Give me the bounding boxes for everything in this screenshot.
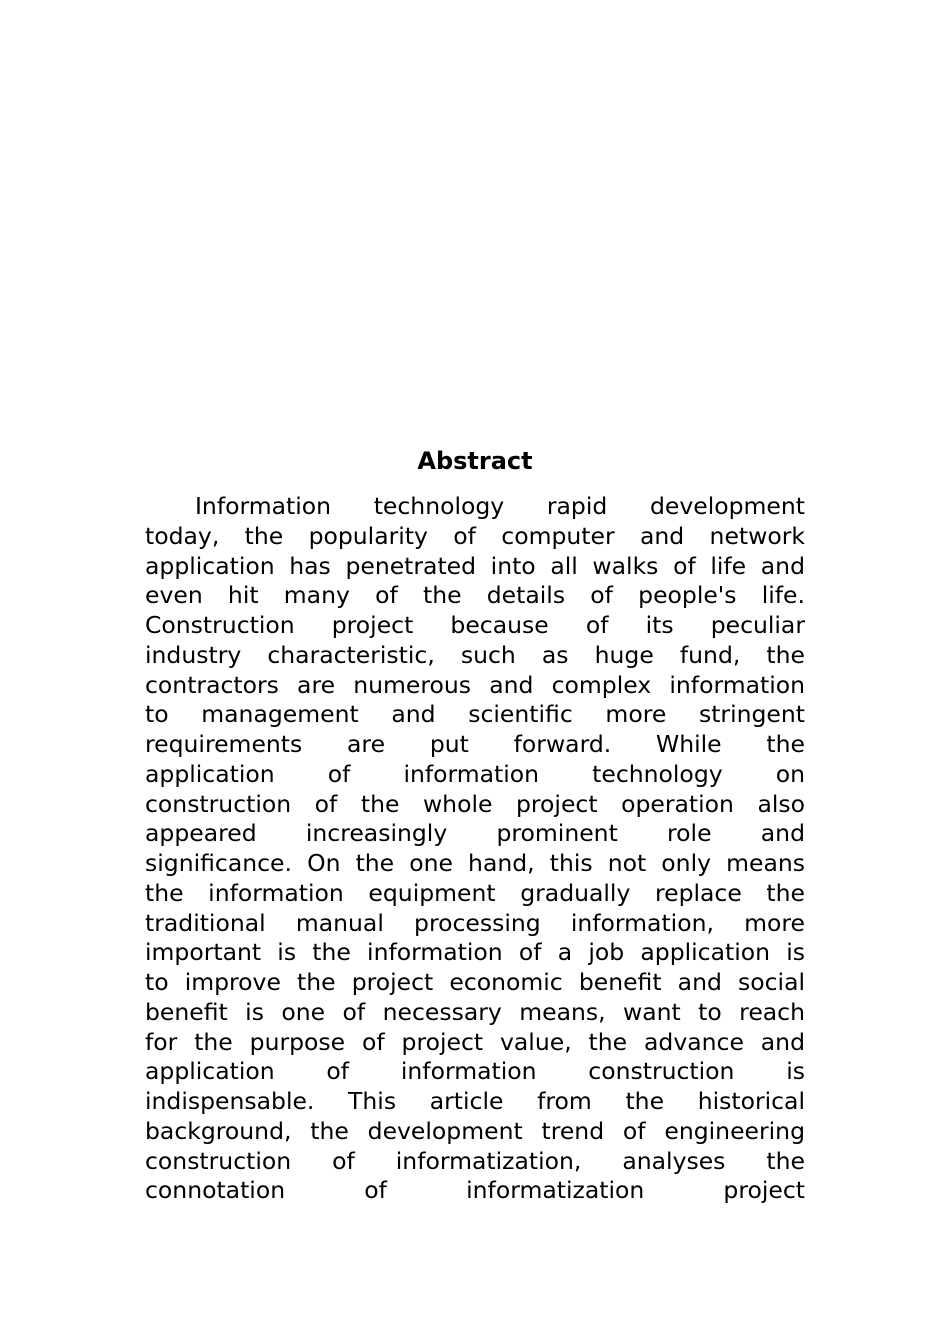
abstract-line: industry characteristic, such as huge fund, the [145,640,805,669]
abstract-line: important is the information of a job application is [145,938,805,967]
abstract-line: Information technology rapid development [195,492,805,520]
abstract-line: Construction project because of its peculiar [145,611,805,639]
abstract-line: construction of informatization, analyses the [145,1146,805,1175]
abstract-line: requirements are put forward. While the [145,730,805,758]
abstract-line: application has penetrated into all walks of life and [145,551,805,580]
abstract-line: the information equipment gradually replace the [145,878,805,907]
abstract-line: even hit many of the details of people's life. [145,581,805,610]
abstract-line: to management and scientific more stringent [145,700,805,729]
abstract-line: for the purpose of project value, the advance and [145,1027,805,1056]
abstract-line: indispensable. This article from the historical [145,1087,805,1115]
abstract-line: significance. On the one hand, this not only means [145,849,805,877]
abstract-line: today, the popularity of computer and network [145,521,805,550]
abstract-heading: Abstract [417,447,533,475]
abstract-line: connotation of informatization project [145,1176,805,1205]
abstract-line: application of information technology on [145,759,805,788]
abstract-body [145,492,805,1206]
abstract-line: to improve the project economic benefit and social [145,968,805,996]
abstract-line: benefit is one of necessary means, want to reach [145,997,805,1026]
abstract-line: traditional manual processing information, more [145,908,805,937]
abstract-line: application of information construction is [145,1057,805,1086]
abstract-line: construction of the whole project operation also [145,789,805,818]
abstract-line: contractors are numerous and complex information [145,670,805,699]
abstract-line: appeared increasingly prominent role and [145,819,805,848]
abstract-line: background, the development trend of engineering [145,1116,805,1145]
